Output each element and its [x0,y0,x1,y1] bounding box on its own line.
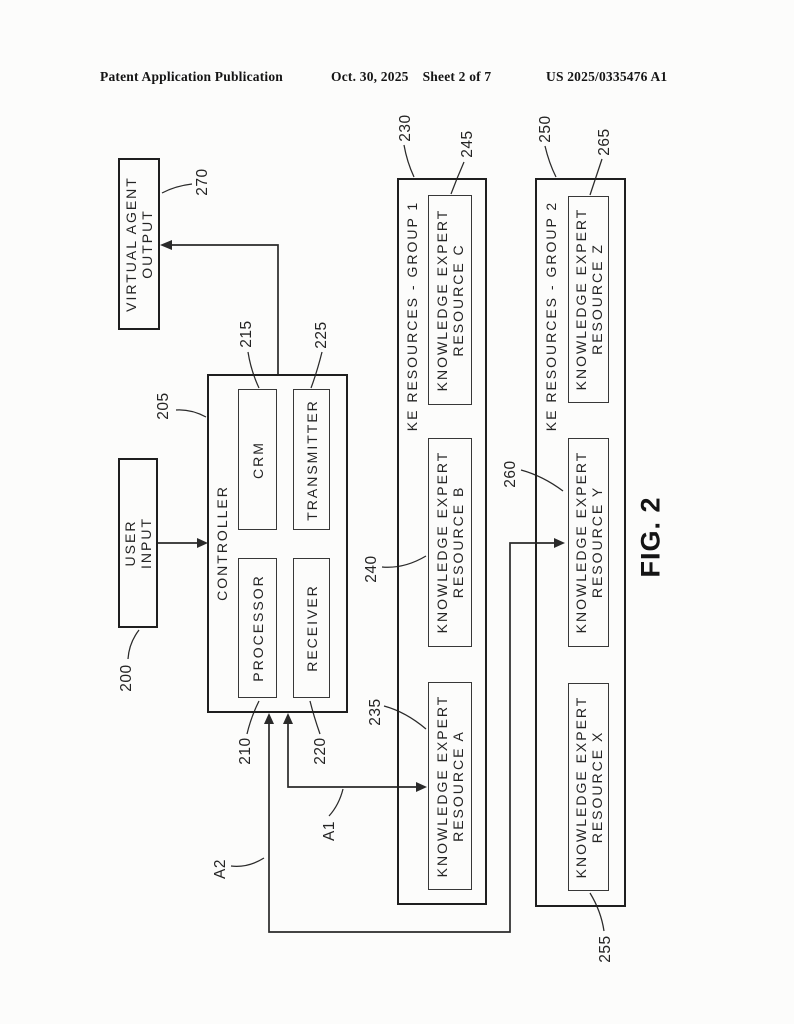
ref-255: 255 [597,935,614,963]
ref-a1: A1 [321,821,338,841]
ref-260: 260 [502,460,519,488]
label-virtual-agent-output: VIRTUAL AGENT OUTPUT [123,176,155,312]
ref-245: 245 [459,130,476,158]
label-user-input: USER INPUT [122,517,154,569]
ref-205: 205 [155,392,172,420]
label-ke-resources-group-2: KE RESOURCES - GROUP 2 [543,200,559,432]
ref-235: 235 [367,698,384,726]
ref-a2: A2 [212,859,229,879]
ref-250: 250 [537,115,554,143]
ref-225: 225 [313,321,330,349]
label-resource-c: KNOWLEDGE EXPERT RESOURCE C [434,208,466,392]
ref-265: 265 [596,128,613,156]
arrowhead-a1-into-controller [283,713,293,724]
ref-215: 215 [238,320,255,348]
ref-270: 270 [194,168,211,196]
leader-270 [162,184,192,193]
label-transmitter: TRANSMITTER [304,399,320,521]
label-crm: CRM [250,441,266,479]
header-date-sheet [331,69,491,85]
ref-200: 200 [118,664,135,692]
header-publication: Patent Application Publication [100,69,284,84]
arrowhead-a2-into-controller [264,713,274,724]
label-controller: CONTROLLER [214,485,230,601]
label-receiver: RECEIVER [304,584,320,672]
leader-a1 [329,789,343,816]
arrowhead-into-output [160,240,172,250]
header-date: Oct. 30, 2025 [331,69,409,84]
ref-210: 210 [237,737,254,765]
label-resource-b: KNOWLEDGE EXPERT RESOURCE B [434,450,466,634]
leader-205 [176,410,206,417]
label-ke-resources-group-1: KE RESOURCES - GROUP 1 [404,200,420,432]
ref-230: 230 [397,114,414,142]
ref-240: 240 [363,555,380,583]
leader-a2 [231,858,264,866]
leader-230 [404,145,414,177]
label-resource-a: KNOWLEDGE EXPERT RESOURCE A [434,694,466,878]
label-resource-y: KNOWLEDGE EXPERT RESOURCE Y [573,450,605,634]
leader-200 [128,630,139,659]
ref-220: 220 [312,737,329,765]
connector-controller-to-output [171,245,278,374]
label-processor: PROCESSOR [250,574,266,682]
label-resource-x: KNOWLEDGE EXPERT RESOURCE X [573,695,605,879]
header-sheet: Sheet 2 of 7 [422,69,492,84]
label-resource-z: KNOWLEDGE EXPERT RESOURCE Z [573,207,605,391]
leader-250 [545,146,556,177]
header-patent-number: US 2025/0335476 A1 [546,69,668,84]
figure-caption: FIG. 2 [635,496,666,578]
